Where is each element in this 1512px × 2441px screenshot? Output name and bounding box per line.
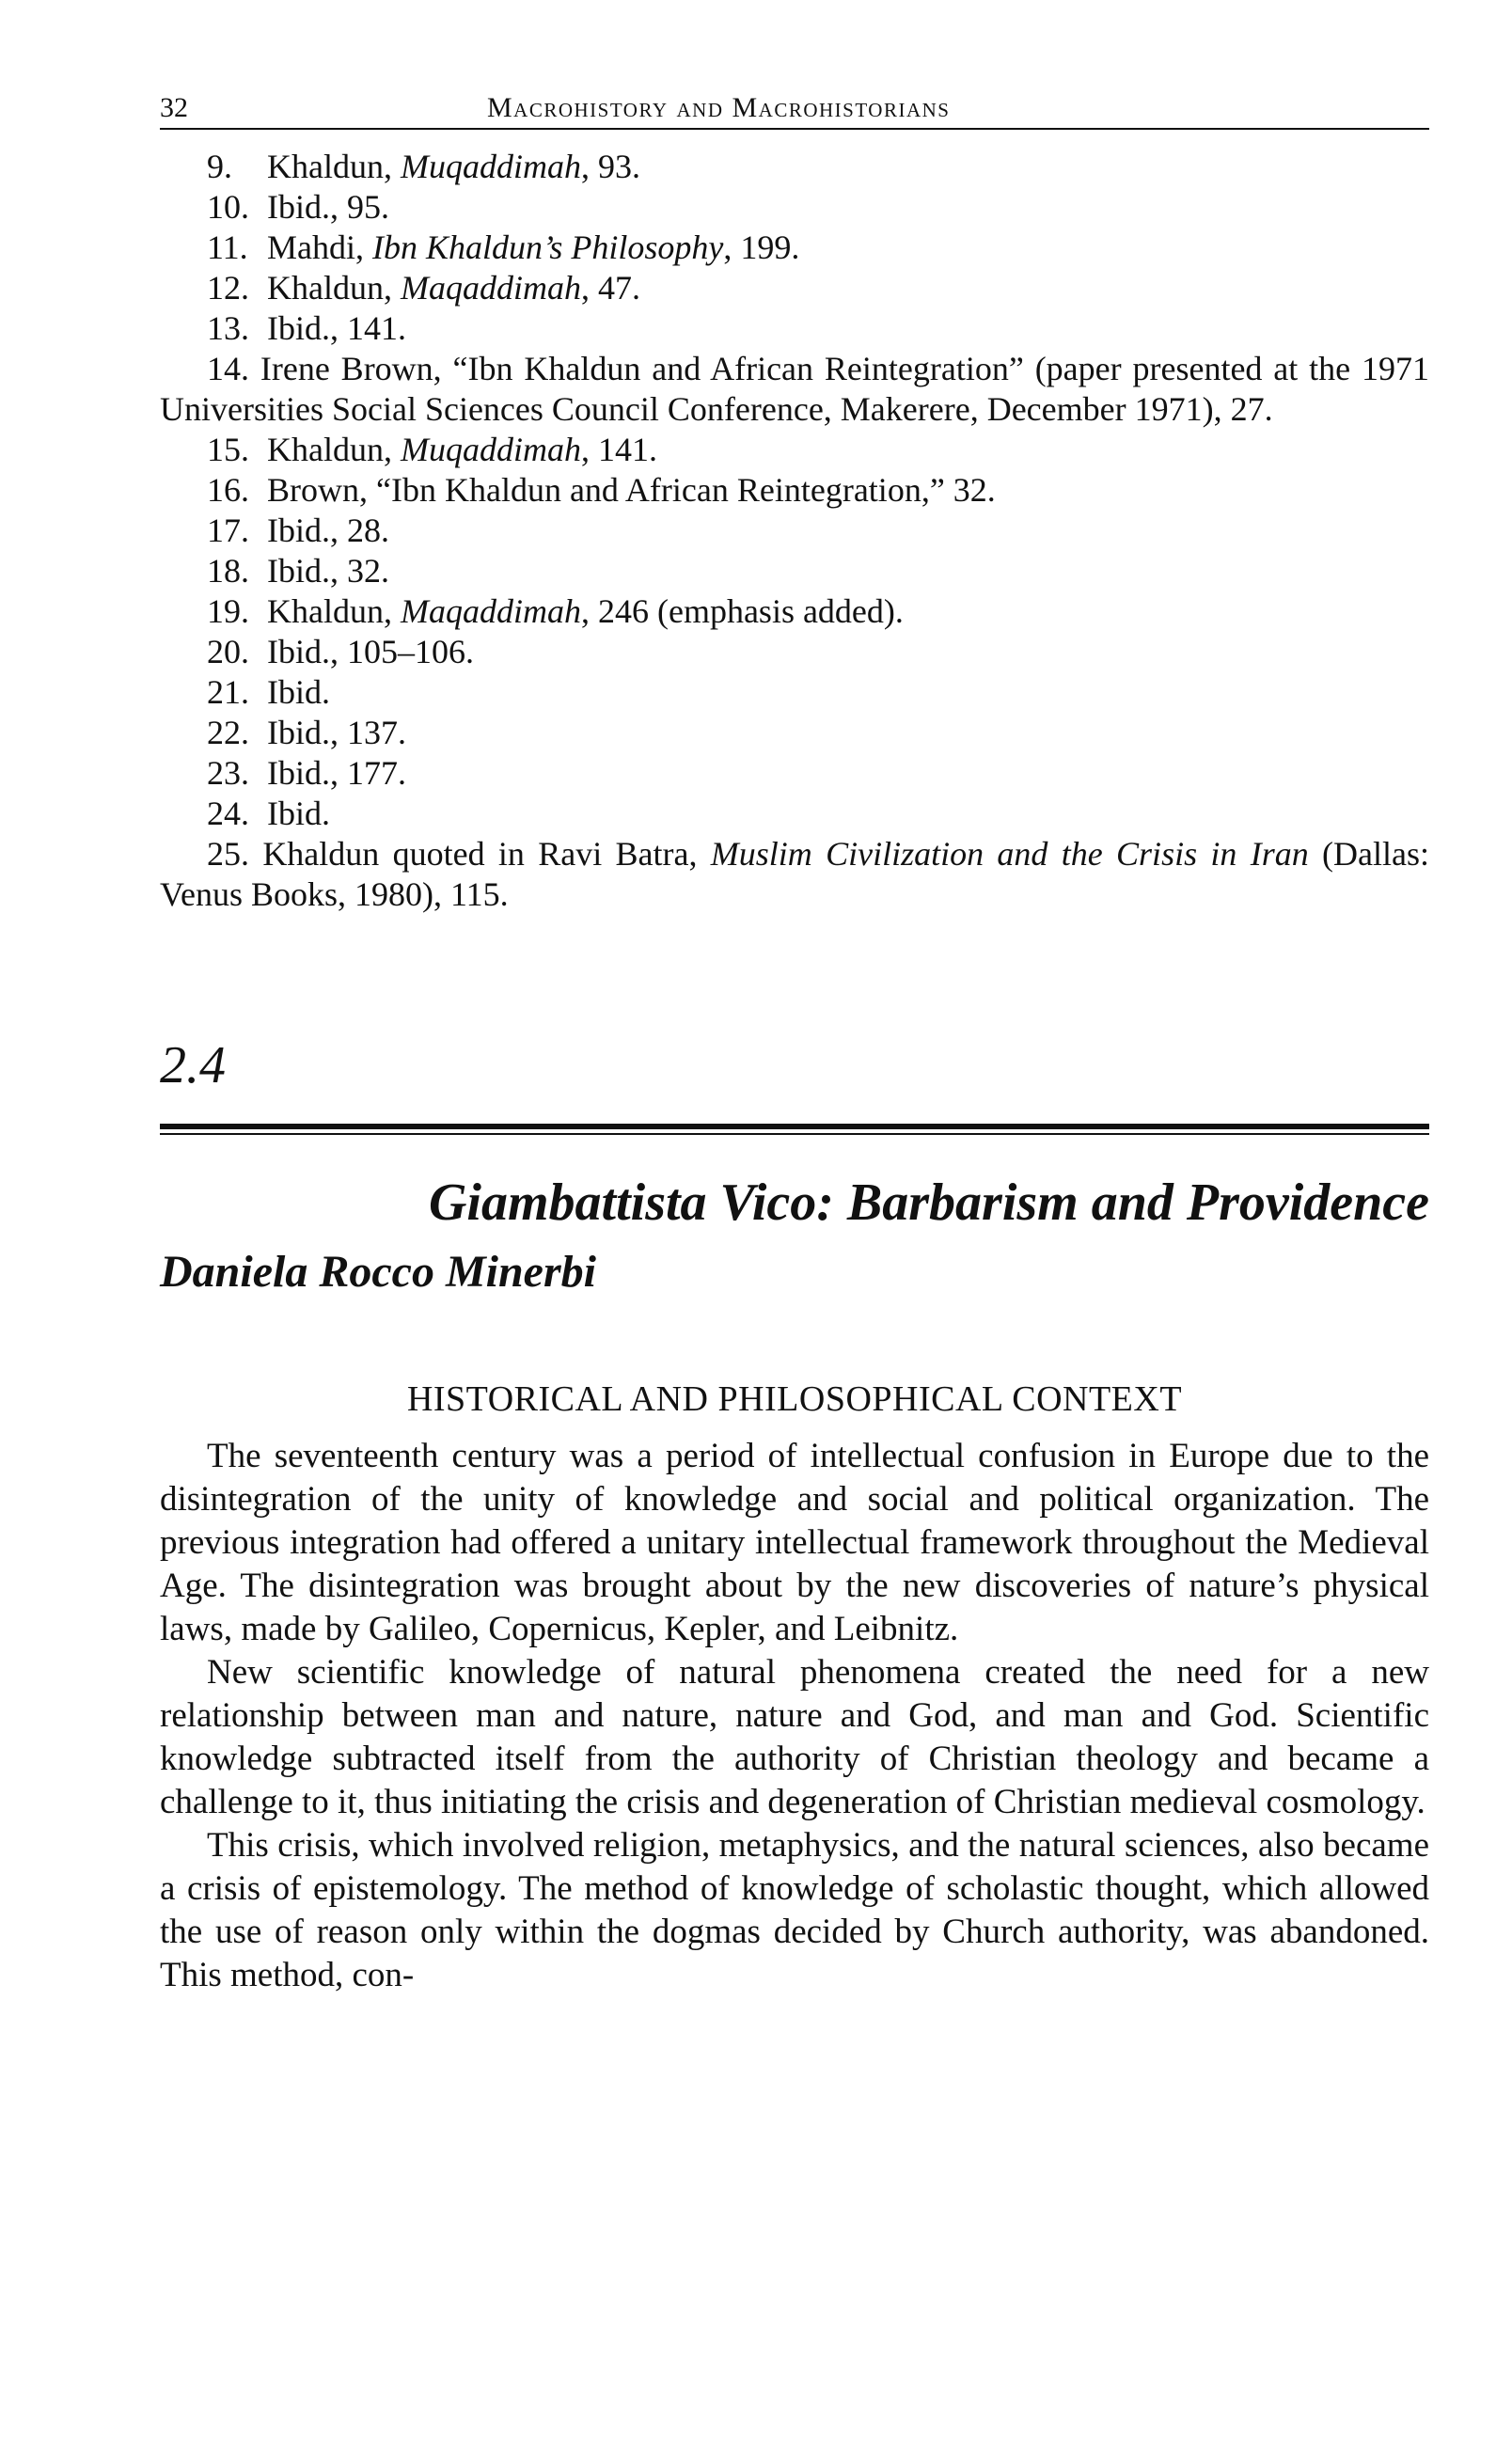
endnote [160,834,1429,915]
endnote [160,147,1429,187]
endnote-fragment: Ibid., 141. [267,309,406,347]
chapter-title: Giambattista Vico: Barbarism and Providence [428,1173,1429,1232]
endnote-fragment: Khaldun, [267,269,401,307]
endnote-text [267,228,1429,268]
endnote-number: 13. [207,309,249,347]
chapter-author: Daniela Rocco Minerbi [160,1247,596,1297]
endnote [160,268,1429,308]
endnote-fragment: Ibid., 137. [267,714,406,751]
endnote-number: 17. [207,512,249,549]
endnote [160,713,1429,753]
endnote-number: 11. [207,228,248,266]
endnote [160,551,1429,591]
endnote-number: 20. [207,633,249,670]
endnote [160,511,1429,551]
running-header [160,85,1429,130]
chapter-rule [160,1124,1429,1135]
endnote-fragment: Ibid. [267,795,330,832]
endnote-fragment: Ibid., 95. [267,188,389,226]
endnote-text [267,713,1429,753]
endnote [160,430,1429,470]
endnote-number: 9. [207,148,232,185]
endnote-number: 18. [207,552,249,590]
endnote [160,187,1429,228]
endnote-text [267,147,1429,187]
endnote-text [267,430,1429,470]
endnote [160,672,1429,713]
endnote-fragment: , 93. [580,148,640,185]
endnote-title: Muqaddimah [400,148,581,185]
endnote [160,228,1429,268]
endnote-title: Maqaddimah [400,592,581,630]
endnote-title: Ibn Khaldun’s Philosophy [372,228,724,266]
endnote-fragment: Ibid. [267,673,330,711]
book-page [160,85,1429,1997]
endnote-text [267,308,1429,349]
endnote-fragment: Ibid., 177. [267,754,406,792]
endnote-text [267,511,1429,551]
paragraph: The seventeenth century was a period of intellectual confusion in Europe due to the disintegration of the unity of knowledge and social and political organization. The previous integration had offered a unitary intellectual framework throughout the Medieval Age. The disintegration was brought about by the new discoveries of nature’s physical laws, made by Galileo, Copernicus, Kepler, and Leibnitz. [160,1437,1429,1648]
endnote-text [160,835,1429,913]
endnote-fragment: Irene Brown, “Ibn Khaldun and African Reintegration” (paper presented at the 1971 Universities Social Sciences Council Conference, Makerere, December 1971), 27. [160,350,1429,428]
endnote-text [267,591,1429,632]
endnote-number: 15. [207,431,249,468]
section-heading: HISTORICAL AND PHILOSOPHICAL CONTEXT [406,1379,1183,1419]
endnote-number: 21. [207,673,249,711]
endnote-fragment: Brown, “Ibn Khaldun and African Reintegration,” 32. [267,471,996,509]
endnote-number: 14. [207,350,249,387]
endnote-text [267,268,1429,308]
endnote-fragment: Ibid., 28. [267,512,389,549]
endnote [160,349,1429,430]
endnote-title: Muslim Civilization and the Crisis in Iran [710,835,1309,873]
endnote-fragment: Khaldun quoted in Ravi Batra, [262,835,711,873]
endnote-text [160,350,1429,428]
endnote-fragment: , 141. [580,431,657,468]
endnote-text [267,187,1429,228]
endnote-text [267,672,1429,713]
paragraph: This crisis, which involved religion, metaphysics, and the natural sciences, also became a crisis of epistemology. The method of knowledge of scholastic thought, which allowed the use of reason only within the dogmas decided by Church authority, was abandoned. This method, con- [160,1826,1429,1994]
endnote [160,753,1429,794]
endnote-number: 12. [207,269,249,307]
endnote [160,591,1429,632]
endnote-fragment: Khaldun, [267,148,401,185]
chapter-number: 2.4 [160,1036,226,1095]
endnote-title: Muqaddimah [400,431,581,468]
endnote-fragment: Khaldun, [267,592,401,630]
running-title: Macrohistory and Macrohistorians [487,92,951,123]
endnote-text [267,753,1429,794]
endnote-number: 19. [207,592,249,630]
endnote-number: 25. [207,835,249,873]
endnotes-list [160,147,1429,915]
endnote-number: 22. [207,714,249,751]
endnote [160,308,1429,349]
endnote-text [267,470,1429,511]
endnote-number: 10. [207,188,249,226]
paragraph: New scientific knowledge of natural phenomena created the need for a new relationship between man and nature, nature and God, and man and God. Scientific knowledge subtracted itself from the authority of Christian theology and became a challenge to it, thus initiating the crisis and degeneration of Christian medieval cosmology. [160,1653,1429,1821]
endnote-number: 24. [207,795,249,832]
endnote-fragment: , 47. [580,269,640,307]
endnote [160,632,1429,672]
endnote-text [267,794,1429,834]
endnote-fragment: Ibid., 32. [267,552,389,590]
page-number: 32 [160,92,188,123]
body-text [160,1435,1429,1997]
endnote-fragment: (Dallas: Venus Books, 1980), 115. [160,835,1429,913]
endnote [160,470,1429,511]
endnote-fragment: Mahdi, [267,228,372,266]
endnote-fragment: Ibid., 105–106. [267,633,474,670]
endnote [160,794,1429,834]
endnote-text [267,551,1429,591]
endnote-number: 16. [207,471,249,509]
endnote-fragment: Khaldun, [267,431,401,468]
endnote-fragment: , 199. [723,228,800,266]
endnote-text [267,632,1429,672]
endnote-number: 23. [207,754,249,792]
endnote-title: Maqaddimah [400,269,581,307]
endnote-fragment: , 246 (emphasis added). [580,592,904,630]
